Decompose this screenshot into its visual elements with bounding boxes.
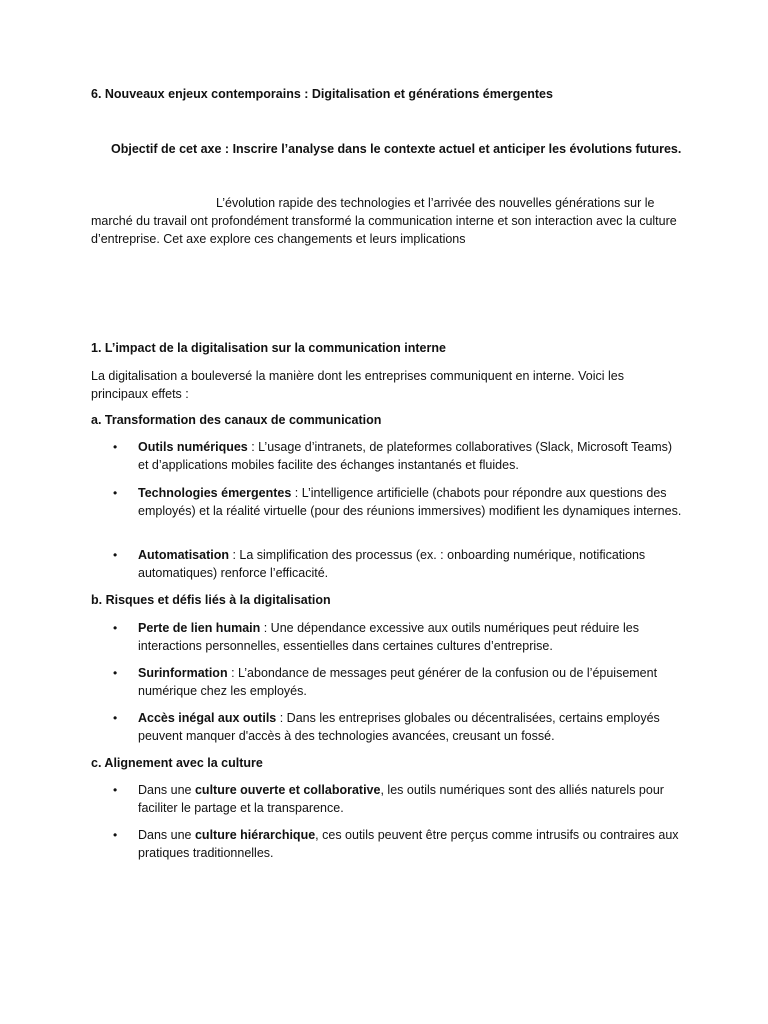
list-item-text — [138, 709, 683, 745]
list-item-desc: : La simplification des processus (ex. : onboarding numérique, notifications automatiques) renforce l’efficacité. — [138, 548, 646, 580]
list-item — [113, 438, 683, 474]
sub-b-title: b. Risques et défis liés à la digitalisation — [91, 593, 331, 607]
bullet-marker: • — [113, 486, 118, 500]
list-item-term: culture hiérarchique — [194, 828, 316, 842]
list-item-pre: Dans une — [138, 828, 195, 842]
list-item-text — [138, 438, 683, 474]
list-item — [113, 619, 683, 655]
list-item-text — [138, 484, 683, 520]
list-item-desc: , les outils numériques sont des alliés naturels pour faciliter le partage et la transparence. — [138, 783, 664, 815]
list-item-desc: : L’abondance de messages peut générer de la confusion ou de l’épuisement numérique chez les employés. — [138, 666, 658, 698]
list-item-text — [138, 619, 683, 655]
bullet-marker: • — [113, 783, 118, 797]
section-title: 6. Nouveaux enjeux contemporains : Digitalisation et générations émergentes — [91, 87, 553, 101]
list-item-term: Surinformation — [138, 666, 228, 680]
list-item-pre: Dans une — [138, 783, 195, 797]
list-item-desc: : L’intelligence artificielle (chabots pour répondre aux questions des employés) et la réalité virtuelle (pour des réunions immersives) modifient les dynamiques internes. — [138, 486, 682, 518]
list-item-desc: : Une dépendance excessive aux outils numériques peut réduire les interactions personnelles, essentielles dans certaines cultures d’entreprise. — [138, 621, 639, 653]
bullet-marker: • — [113, 666, 118, 680]
sub-c-title: c. Alignement avec la culture — [91, 756, 263, 770]
list-item-term: Perte de lien humain — [138, 621, 261, 635]
list-item-desc: : L’usage d’intranets, de plateformes collaboratives (Slack, Microsoft Teams) et d’applications mobiles facilite des échanges instantanés et fluides. — [138, 440, 673, 472]
part1-intro: La digitalisation a bouleversé la manière dont les entreprises communiquent en interne. Voici les principaux effets : — [91, 369, 624, 401]
list-item-term: Automatisation — [138, 548, 229, 562]
objective-text: Objectif de cet axe : Inscrire l’analyse dans le contexte actuel et anticiper les évolutions futures. — [111, 142, 682, 156]
list-item — [113, 781, 683, 817]
list-item — [113, 826, 683, 862]
list-item — [113, 484, 683, 520]
intro-paragraph: L’évolution rapide des technologies et l’arrivée des nouvelles générations sur le marché du travail ont profondément transformé la communication interne et son interaction avec la culture d’entreprise. Cet axe explore ces changements et leurs implications — [91, 196, 677, 246]
bullet-marker: • — [113, 440, 118, 454]
list-item-text — [138, 664, 683, 700]
list-item — [113, 664, 683, 700]
list-item-desc: : Dans les entreprises globales ou décentralisées, certains employés peuvent manquer d'accès à des technologies avancées, creusant un fossé. — [138, 711, 660, 743]
list-item-term: culture ouverte et collaborative — [194, 783, 381, 797]
list-item — [113, 709, 683, 745]
list-item-term: Outils numériques — [138, 440, 248, 454]
bullet-marker: • — [113, 621, 118, 635]
list-item-text — [138, 826, 683, 862]
bullet-marker: • — [113, 828, 118, 842]
list-item-text — [138, 546, 683, 582]
bullet-marker: • — [113, 711, 118, 725]
list-item-text — [138, 781, 683, 817]
list-item-desc: , ces outils peuvent être perçus comme intrusifs ou contraires aux pratiques traditionnelles. — [138, 828, 679, 860]
part1-title: 1. L’impact de la digitalisation sur la communication interne — [91, 341, 446, 355]
list-item-term: Technologies émergentes — [138, 486, 292, 500]
sub-a-title: a. Transformation des canaux de communication — [91, 413, 382, 427]
list-item-term: Accès inégal aux outils — [138, 711, 277, 725]
bullet-marker: • — [113, 548, 118, 562]
list-item — [113, 546, 683, 582]
